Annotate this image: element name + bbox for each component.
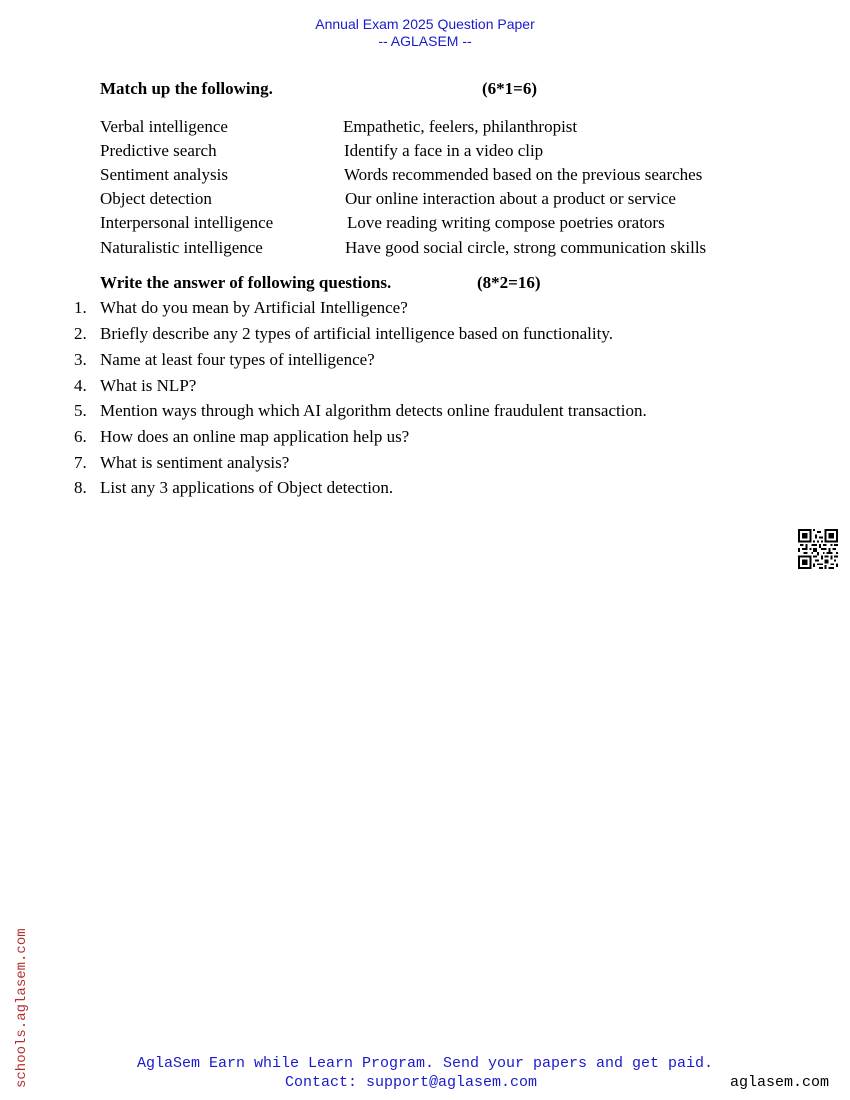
match-left-item: Sentiment analysis (100, 165, 228, 184)
match-right-item: Our online interaction about a product or service (345, 189, 676, 208)
match-right-item: Words recommended based on the previous searches (344, 165, 703, 184)
sidebar-watermark: schools.aglasem.com (14, 928, 30, 1088)
match-right-item: Identify a face in a video clip (344, 141, 544, 160)
questions-section-title: Write the answer of following questions. (100, 273, 392, 292)
match-right-item: Have good social circle, strong communication skills (345, 238, 707, 257)
match-left-item: Interpersonal intelligence (100, 213, 274, 232)
questions-section-marks: (8*2=16) (477, 273, 541, 292)
question-text: Name at least four types of intelligence? (100, 350, 375, 369)
match-left-item: Predictive search (100, 141, 217, 160)
question-number: 3. (74, 350, 87, 369)
match-section-marks: (6*1=6) (482, 79, 538, 98)
page-header (0, 16, 850, 50)
question-text: Mention ways through which AI algorithm detects online fraudulent transaction. (100, 401, 647, 420)
header-brand: -- AGLASEM -- (378, 33, 472, 49)
footer-contact: Contact: support@aglasem.com (285, 1074, 538, 1091)
match-left-item: Verbal intelligence (100, 117, 228, 136)
question-text: How does an online map application help us? (100, 427, 410, 446)
question-text: What do you mean by Artificial Intelligence? (100, 298, 408, 317)
footer-site: aglasem.com (730, 1074, 830, 1091)
match-right-item: Empathetic, feelers, philanthropist (343, 117, 578, 136)
header-title: Annual Exam 2025 Question Paper (315, 16, 535, 32)
question-text: What is NLP? (100, 376, 197, 395)
match-left-item: Object detection (100, 189, 212, 208)
qr-code (798, 529, 838, 569)
question-number: 2. (74, 324, 87, 343)
match-section-title: Match up the following. (100, 79, 273, 98)
question-text: Briefly describe any 2 types of artificial intelligence based on functionality. (100, 324, 613, 343)
question-number: 1. (74, 298, 87, 317)
question-number: 7. (74, 453, 87, 472)
match-left-item: Naturalistic intelligence (100, 238, 263, 257)
question-number: 4. (74, 376, 87, 395)
footer-promo: AglaSem Earn while Learn Program. Send your papers and get paid. (136, 1055, 714, 1072)
question-number: 6. (74, 427, 87, 446)
question-number: 5. (74, 401, 87, 420)
question-number: 8. (74, 478, 87, 497)
question-text: List any 3 applications of Object detection. (100, 478, 394, 497)
question-text: What is sentiment analysis? (100, 453, 290, 472)
match-right-item: Love reading writing compose poetries orators (347, 213, 665, 232)
